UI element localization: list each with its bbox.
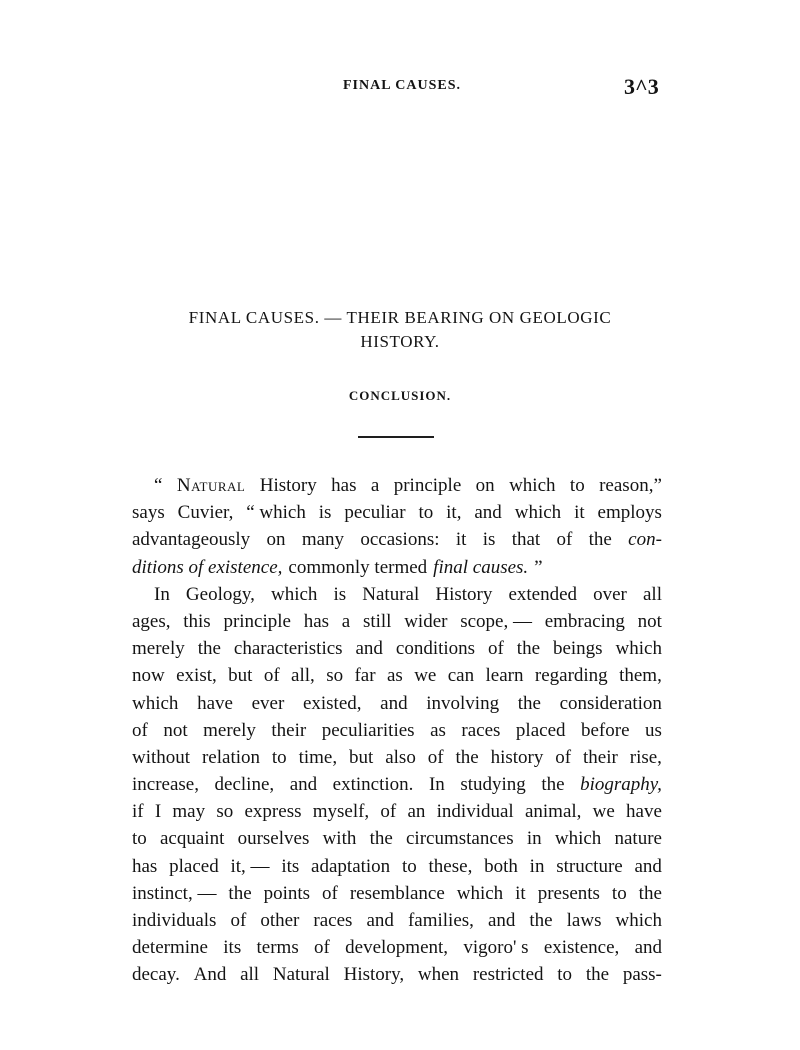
text-word: it xyxy=(574,502,585,524)
text-word: but xyxy=(228,665,253,687)
text-word: which xyxy=(615,910,662,931)
text-word: decay. xyxy=(132,964,180,986)
text-word: myself, xyxy=(312,801,370,823)
text-word: individual xyxy=(436,801,514,823)
text-word: employs xyxy=(597,502,662,524)
text-word: the xyxy=(228,882,252,904)
text-word: and xyxy=(366,910,394,931)
text-word: families, xyxy=(407,910,474,931)
text-word: on xyxy=(266,529,286,551)
text-word: relation xyxy=(201,746,260,768)
text-line xyxy=(132,499,662,526)
text-word: an xyxy=(407,801,426,823)
text-word: the xyxy=(529,910,553,931)
text-word: may xyxy=(172,801,206,823)
text-line xyxy=(132,526,662,553)
text-word: peculiar xyxy=(344,502,406,524)
text-word: them, xyxy=(619,665,662,687)
text-word: adaptation xyxy=(311,855,391,877)
text-word: decline, xyxy=(214,774,275,796)
text-word: determine xyxy=(132,937,208,959)
text-word: the xyxy=(516,638,541,660)
text-word: of xyxy=(322,882,338,904)
text-word: studying xyxy=(460,774,526,796)
text-word: ages, xyxy=(132,610,171,632)
text-word: terms xyxy=(256,937,299,959)
text-word: the xyxy=(588,529,612,551)
text-word: and xyxy=(634,855,662,877)
text-word: on xyxy=(475,475,495,496)
text-word: its xyxy=(281,855,300,877)
text-word: of xyxy=(263,665,280,687)
text-word: has xyxy=(303,610,330,632)
text-word: and xyxy=(474,502,502,524)
text-word: the xyxy=(585,964,610,986)
text-word: In xyxy=(428,774,445,796)
running-title: FINAL CAUSES. xyxy=(343,78,462,93)
text-word: laws xyxy=(566,910,602,931)
text-word: learn xyxy=(485,665,524,687)
text-word: which xyxy=(270,583,318,605)
text-word: existence, xyxy=(543,937,620,959)
chapter-title-line: FINAL CAUSES. — THEIR BEARING ON GEOLOGIC xyxy=(188,308,612,327)
text-word: to xyxy=(557,964,573,986)
text-word: its xyxy=(223,937,242,959)
text-word: as xyxy=(430,719,446,741)
text-word: other xyxy=(260,910,300,931)
text-word: to xyxy=(569,475,585,496)
text-word: peculiarities xyxy=(321,719,415,741)
text-line xyxy=(132,662,662,689)
text-word: extinction. xyxy=(332,774,414,796)
text-word: structure xyxy=(556,855,623,877)
text-word: placed xyxy=(169,855,219,877)
text-word: of xyxy=(488,638,504,660)
text-word: commonly termed xyxy=(288,556,428,578)
text-word: pass- xyxy=(622,964,662,986)
text-word: which xyxy=(615,638,662,660)
text-word: also xyxy=(385,746,416,768)
text-word: to xyxy=(418,502,434,524)
text-word: which xyxy=(514,502,562,524)
text-word: if xyxy=(132,801,144,823)
text-word: “ which xyxy=(246,502,306,524)
text-word: ditions of existence, xyxy=(132,556,283,578)
text-word: now xyxy=(132,665,165,687)
text-word: and xyxy=(380,692,408,714)
text-word: all xyxy=(240,964,260,986)
running-head xyxy=(0,74,800,104)
text-line xyxy=(132,635,662,662)
text-word: it, xyxy=(446,502,462,524)
text-word: which xyxy=(509,475,556,496)
text-word: regarding xyxy=(534,665,608,687)
text-word: conditions xyxy=(395,638,476,660)
text-line xyxy=(132,880,662,907)
text-word: and xyxy=(634,937,662,959)
text-word: Geology, xyxy=(185,583,255,605)
text-word: express xyxy=(244,801,302,823)
text-word: in xyxy=(529,855,545,877)
text-word: races xyxy=(461,719,501,741)
text-word: exist, xyxy=(176,665,217,687)
text-word: of xyxy=(230,910,247,931)
text-line xyxy=(132,717,662,744)
text-line xyxy=(132,798,662,825)
text-word: races xyxy=(313,910,353,931)
chapter-title xyxy=(100,306,700,354)
text-word: acquaint xyxy=(160,828,225,850)
text-word: involving xyxy=(426,692,500,714)
text-word: all, xyxy=(291,665,315,687)
text-word: And xyxy=(193,964,227,986)
text-line xyxy=(132,907,662,934)
text-word: in xyxy=(526,828,542,850)
text-word: In xyxy=(154,583,170,605)
text-word: not xyxy=(637,610,662,632)
text-word: history xyxy=(490,746,544,768)
text-word: Natural xyxy=(272,964,330,986)
text-word: extended xyxy=(508,583,578,605)
text-word: has xyxy=(331,475,357,496)
text-word: Cuvier, xyxy=(177,502,234,524)
text-word: to xyxy=(271,746,287,768)
text-word: has xyxy=(132,855,158,877)
text-word: “ xyxy=(154,475,163,496)
text-word: final causes. xyxy=(433,556,529,578)
text-line xyxy=(132,608,662,635)
text-word: occasions: xyxy=(360,529,440,551)
text-line xyxy=(132,581,662,608)
text-word: to xyxy=(401,855,417,877)
text-word: and xyxy=(487,910,516,931)
text-word: the xyxy=(638,882,662,904)
text-word: of xyxy=(556,529,573,551)
text-word: embracing xyxy=(544,610,625,632)
text-word: vigoro' s xyxy=(463,937,529,959)
text-word: over xyxy=(593,583,627,605)
text-word: animal, xyxy=(524,801,582,823)
text-word: nature xyxy=(614,828,662,850)
text-word: resemblance xyxy=(349,882,445,904)
text-word: which xyxy=(456,882,504,904)
text-word: says xyxy=(132,502,165,524)
text-word: which xyxy=(554,828,602,850)
text-word: History xyxy=(435,583,493,605)
text-word: a xyxy=(370,475,380,496)
text-word: it xyxy=(515,882,526,904)
text-word: is xyxy=(333,583,347,605)
section-title: CONCLUSION. xyxy=(348,388,452,403)
text-word: still xyxy=(362,610,392,632)
text-word: time, xyxy=(298,746,338,768)
text-line xyxy=(132,744,662,771)
text-word: Natural xyxy=(176,475,246,496)
text-line xyxy=(132,554,662,581)
text-word: the xyxy=(517,692,541,714)
text-word: the xyxy=(369,828,393,850)
text-word: the xyxy=(197,638,221,660)
text-word: is xyxy=(482,529,496,551)
text-word: the xyxy=(541,774,565,796)
text-word: principle xyxy=(393,475,462,496)
text-word: existed, xyxy=(302,692,362,714)
text-word: these, xyxy=(428,855,473,877)
text-word: it, — xyxy=(230,855,270,877)
text-word: many xyxy=(301,529,345,551)
text-word: con- xyxy=(628,529,662,551)
section-divider xyxy=(358,436,434,438)
text-word: and xyxy=(289,774,318,796)
text-word: all xyxy=(642,583,662,605)
text-word: we xyxy=(592,801,615,823)
text-word: reason,” xyxy=(599,475,662,496)
text-word: a xyxy=(341,610,351,632)
text-word: their xyxy=(583,746,618,768)
body-text xyxy=(132,472,662,989)
text-line xyxy=(132,690,662,717)
text-word: without xyxy=(132,746,191,768)
text-word: so xyxy=(216,801,234,823)
text-word: circumstances xyxy=(406,828,514,850)
text-word: History xyxy=(259,475,317,496)
text-word: with xyxy=(322,828,357,850)
text-word: ever xyxy=(251,692,285,714)
text-word: increase, xyxy=(132,774,199,796)
text-line xyxy=(132,853,662,880)
text-line xyxy=(132,961,662,988)
text-word: rise, xyxy=(629,746,662,768)
text-word: and xyxy=(355,638,383,660)
page-number: 3^3 xyxy=(624,74,659,99)
text-word: principle xyxy=(223,610,291,632)
text-word: instinct, — xyxy=(132,882,217,904)
text-line xyxy=(132,934,662,961)
text-word: I xyxy=(154,801,162,823)
text-word: this xyxy=(183,610,211,632)
text-word: development, xyxy=(345,937,449,959)
text-word: is xyxy=(318,502,332,524)
text-line xyxy=(132,771,662,798)
text-word: merely xyxy=(203,719,256,741)
text-word: when xyxy=(417,964,460,986)
text-word: of xyxy=(314,937,330,959)
text-word: their xyxy=(271,719,307,741)
text-word: to xyxy=(611,882,627,904)
text-word: restricted xyxy=(472,964,544,986)
text-line xyxy=(132,472,662,499)
text-word: it xyxy=(455,529,467,551)
text-word: which xyxy=(132,692,179,714)
text-word: History, xyxy=(343,964,405,986)
text-word: wider xyxy=(404,610,448,632)
text-word: points xyxy=(263,882,311,904)
text-word: of xyxy=(427,746,444,768)
text-word: characteristics xyxy=(233,638,343,660)
text-word: that xyxy=(511,529,541,551)
text-word: of xyxy=(132,719,148,741)
text-word: but xyxy=(349,746,374,768)
text-word: ourselves xyxy=(237,828,310,850)
text-word: of xyxy=(380,801,397,823)
text-word: of xyxy=(555,746,572,768)
text-word: beings xyxy=(552,638,603,660)
text-word: can xyxy=(447,665,475,687)
text-word: far xyxy=(354,665,376,687)
text-word: consideration xyxy=(559,692,662,714)
chapter-title-line: HISTORY. xyxy=(360,332,440,351)
text-word: not xyxy=(163,719,188,741)
text-word: scope, — xyxy=(460,610,532,632)
text-word: both xyxy=(484,855,518,877)
text-word: us xyxy=(645,719,662,741)
text-word: as xyxy=(386,665,403,687)
text-word: have xyxy=(197,692,233,714)
text-word: we xyxy=(414,665,437,687)
text-word: to xyxy=(132,828,147,850)
text-word: merely xyxy=(132,638,185,660)
text-word: before xyxy=(581,719,630,741)
text-word: individuals xyxy=(132,910,217,931)
text-word: the xyxy=(455,746,479,768)
text-word: presents xyxy=(537,882,600,904)
text-word: ” xyxy=(534,556,543,578)
text-word: Natural xyxy=(362,583,420,605)
text-line xyxy=(132,825,662,852)
text-word: placed xyxy=(515,719,566,741)
text-word: biography, xyxy=(580,774,662,796)
text-word: have xyxy=(626,801,662,823)
text-word: so xyxy=(326,665,344,687)
text-word: advantageously xyxy=(132,529,251,551)
